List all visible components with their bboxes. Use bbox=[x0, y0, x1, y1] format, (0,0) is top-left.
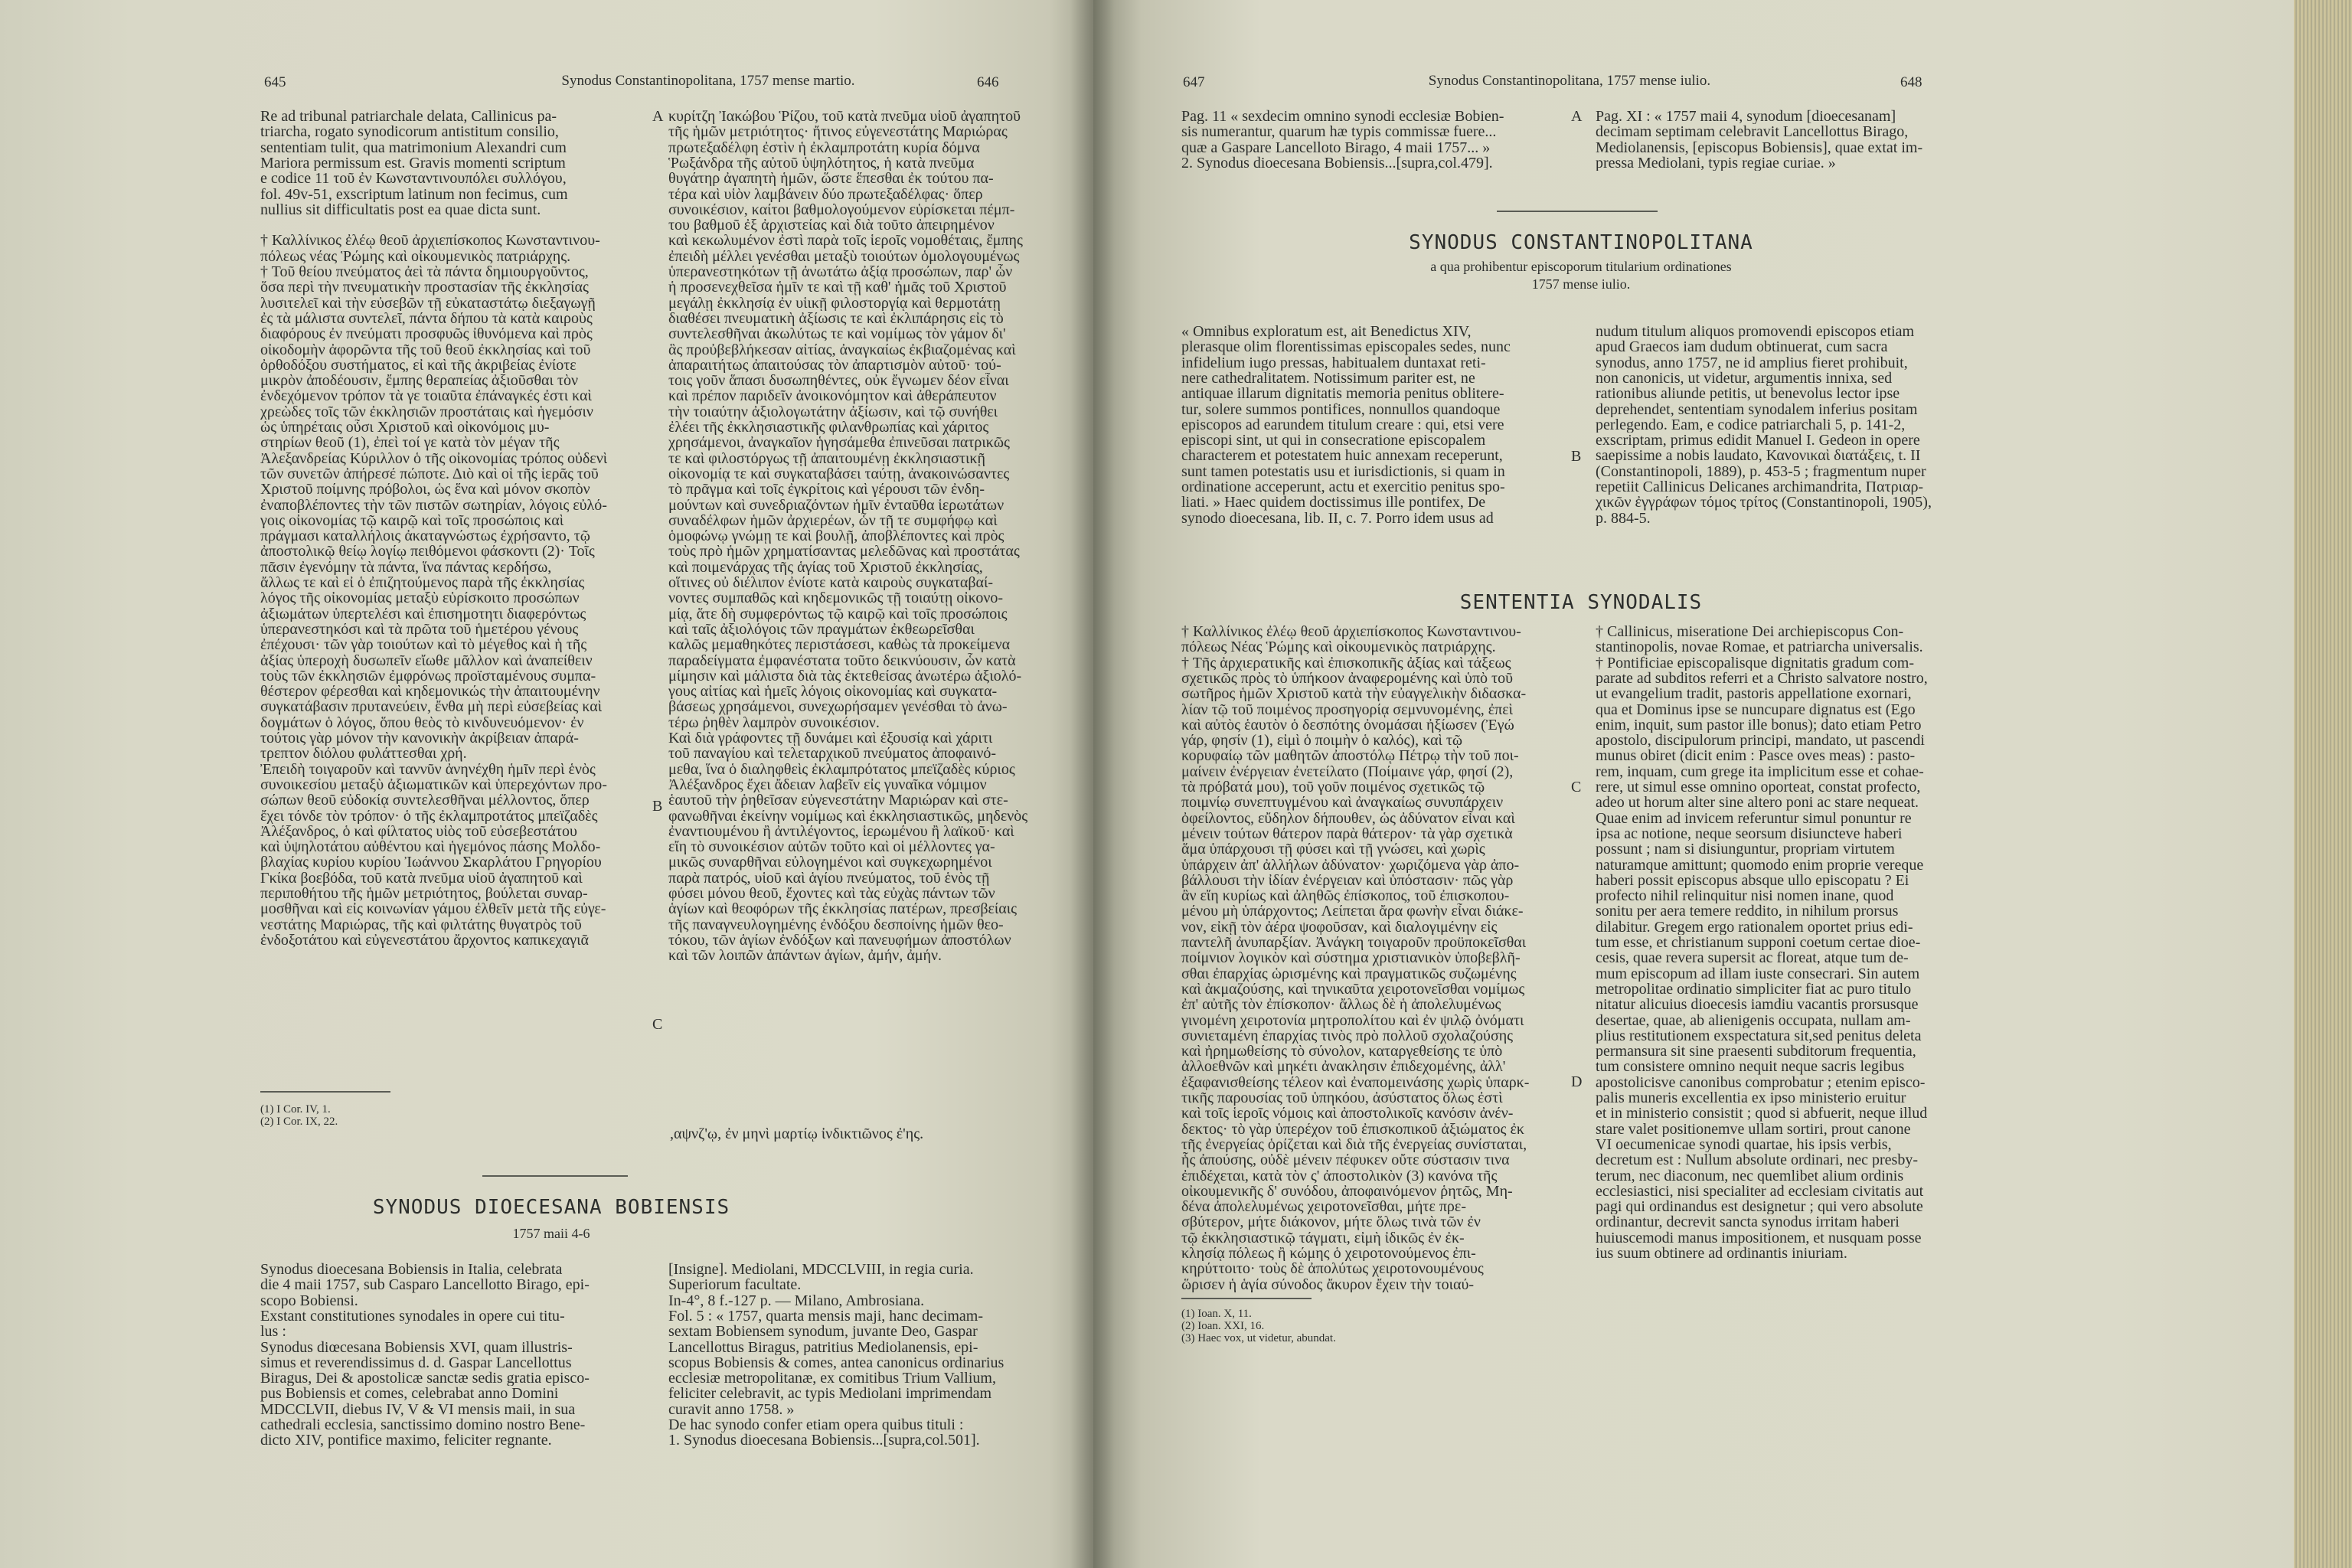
greek-text-line: † Τῆς ἀρχιερατικῆς καὶ ἐπισκοπικῆς ἀξίας καὶ τάξεως bbox=[1181, 655, 1511, 671]
latin-text-line: In-4°, 8 f.-127 p. — Milano, Ambrosiana. bbox=[668, 1292, 925, 1308]
greek-text-line: ἀλλοεθνῶν καὶ μηκέτι ἀνακλησιν ἐπιδεχομένης, ἀλλ' bbox=[1181, 1059, 1506, 1075]
greek-text-line: τέρω ῥηθὲν λαμπρὸν συνοικέσιον. bbox=[668, 714, 880, 730]
greek-text-line: διαφόρους ἐν πνεύματι προσφυῶς ἰθυνόμενα καὶ πρὸς bbox=[260, 326, 593, 342]
latin-text-line: apostolo, discipulorum principi, mandato, ut pascendi bbox=[1596, 733, 1925, 749]
section-date: 1757 maii 4-6 bbox=[512, 1226, 590, 1241]
greek-text-line: ἐλέει τῆς ἐκκλησιαστικῆς φιλανθρωπίας καὶ χάριτος bbox=[668, 420, 989, 436]
greek-text-line: ἀποστολικῷ θείῳ λογίῳ πειθόμενοι φάσκοντι (2)· Τοῖς bbox=[260, 544, 595, 560]
greek-text-line: νον, εἰκῇ τὸν ἀέρα ψοφοῦσαν, καὶ διαλογιμένην εἰς bbox=[1181, 919, 1498, 935]
latin-text-line: (Constantinopoli, 1889), p. 453-5 ; fragmentum nuper bbox=[1596, 463, 1926, 479]
greek-text-line: τὴν τοιαύτην ἀξιολογωτάτην ἀξίωσιν, καὶ τῷ συνήθει bbox=[668, 403, 998, 420]
greek-text-line: ἑαυτοῦ τὴν ῥηθεῖσαν εὐγενεστάτην Μαριώραν καὶ στε- bbox=[668, 792, 1008, 808]
greek-text-line: κηρύττοιτο· τοὺς δὲ ἀπολύτως χειροτονουμένους bbox=[1181, 1261, 1484, 1277]
greek-text-line: σωτῆρος ἡμῶν Χριστοῦ κατὰ τὴν εὐαγγελικὴν διδασκα- bbox=[1181, 686, 1527, 702]
section-title: SENTENTIA SYNODALIS bbox=[1459, 591, 1703, 614]
greek-text-line: νεστάτης Μαριώρας, τῆς καὶ φιλτάτης θυγατρὸς τοῦ bbox=[260, 916, 582, 933]
latin-text-line: antiquae illarum dignitatis memoria penitus oblitere- bbox=[1181, 386, 1504, 402]
line-marker-letter: D bbox=[1571, 1074, 1583, 1090]
latin-text-line: huiuscemodi manus impositionem, et nusquam posse bbox=[1596, 1230, 1922, 1246]
latin-text-line: scopo Bobiensi. bbox=[260, 1292, 358, 1308]
greek-text-line: τοῦ παναγίου καὶ τελεταρχικοῦ πνεύματος ἀποφαινό- bbox=[668, 746, 997, 762]
latin-text-line: non canonicis, ut videtur, argumentis innixa, sed bbox=[1596, 370, 1893, 387]
running-title: Synodus Constantinopolitana, 1757 mense martio. bbox=[561, 73, 855, 89]
greek-text-line: ὅσα περὶ τὴν πνευματικὴν προστασίαν τῆς ἐκκλησίας bbox=[260, 279, 589, 296]
greek-text-line: ἐς τὰ μάλιστα συντελεῖ, πάντα δήπου τὰ κατὰ καιροὺς bbox=[260, 310, 593, 327]
latin-text-line: De hac synodo confer etiam opera quibus tituli : bbox=[668, 1417, 964, 1433]
greek-text-line: τῆς παναγνευλογημένης ἐνδόξου δεσποίνης ἡμῶν θεο- bbox=[668, 916, 1004, 933]
greek-text-line: ἐπέχουσι· τῶν γὰρ τοιούτων καὶ τὸ μέγεθος καὶ ἡ τῆς bbox=[260, 637, 587, 653]
greek-text-line: κλησίᾳ πόλεως ἢ κώμης ὁ χειροτονούμενος ἐπι- bbox=[1181, 1246, 1476, 1262]
greek-text-line: χρησάμενοι, ἀναγκαῖον ἡγησάμεθα ἐπινεῦσαι πατρικῶς bbox=[668, 435, 1010, 451]
greek-text-line: λόγος τῆς οἰκονομίας μεταξὺ εὑρίσκοιτο προσώπων bbox=[260, 590, 580, 606]
greek-text-line: τὸ πρᾶγμα καὶ τοῖς ἐγκρίτοις καὶ γέρουσι τῶν ἐνδη- bbox=[668, 482, 985, 498]
latin-text-line: terum, nec diaconum, nec quemlibet alium ordinis bbox=[1596, 1168, 1904, 1184]
greek-text-line: † Τοῦ θείου πνεύματος ἀεὶ τὰ πάντα δημιουργοῦντος, bbox=[260, 264, 589, 280]
greek-text-line: ὥρισεν ἡ ἁγία σύνοδος ἄκυρον ἔχειν τὴν τοιαύ- bbox=[1181, 1276, 1475, 1292]
latin-text-line: χικῶν ἐγγράφων τόμος τρίτος (Constantinopoli, 1905), bbox=[1596, 495, 1932, 511]
greek-text-line: καὶ ἀκμαζούσης, καὶ τηνικαῦτα χειροτονεῖσθαι νομίμως bbox=[1181, 981, 1525, 998]
greek-text-line: βάσεως χρησάμενοι, συνεχωρήσαμεν γενέσθαι τὸ ἀνω- bbox=[668, 699, 1008, 715]
greek-text-line: νοντες συμπαθῶς καὶ κηδεμονικῶς τῇ τοιαύτῃ οἰκονο- bbox=[668, 590, 1004, 606]
latin-text-line: Superiorum facultate. bbox=[668, 1277, 802, 1293]
greek-text-line: οἵτινες οὐ διέλιπον ἐνίοτε κατὰ καιροὺς συγκαταβαί- bbox=[668, 575, 994, 591]
greek-text-line: μεθα, ἵνα ὁ διαληφθεὶς ἐκλαμπρότατος μπεϊζαδὲς κύριος bbox=[668, 761, 1015, 777]
latin-text-line: ipsa ac notione, neque seorsum disiuncteve haberi bbox=[1596, 825, 1903, 842]
greek-text-line: μικῶς συναρθῆναι εὐλογημένοι καὶ συγκεχωρημένοι bbox=[668, 854, 992, 871]
latin-text-line: plerasque olim florentissimas episcopales sedes, nunc bbox=[1181, 339, 1511, 355]
greek-text-line: ἅμα ὑπάρχουσι τῇ φύσει καὶ τῇ γνώσει, καὶ χωρὶς bbox=[1181, 841, 1485, 858]
latin-text-line: cesis, quae revera supersit ac floreat, atque tum de- bbox=[1596, 950, 1909, 966]
greek-text-line: μεγάλῃ ἐκκλησίᾳ ἐν υἱικῇ φιλοστοργίᾳ καὶ θερμοτάτῃ bbox=[668, 295, 1001, 311]
greek-text-line: μένου μὴ ὑπάρχοντος; Λείπεται ἄρα φωνὴν εἶναι διάκε- bbox=[1181, 903, 1524, 920]
latin-text-line: cathedrali ecclesia, sanctissimo domino nostro Bene- bbox=[260, 1417, 586, 1433]
latin-text-line: apud Graecos iam dudum obtinuerat, cum sacra bbox=[1596, 339, 1888, 355]
latin-text-line: desertae, quae, ab alienigenis occupata, nullam am- bbox=[1596, 1012, 1911, 1028]
greek-text-line: συνοικεσίου μεταξὺ ἀξιωματικῶν καὶ ὑπερεχόντων προ- bbox=[260, 776, 607, 793]
greek-text-line: πόλεως Νέας Ῥώμης καὶ οἰκουμενικὸς πατριάρχης. bbox=[1181, 639, 1496, 655]
line-marker-letter: C bbox=[1571, 779, 1582, 795]
latin-text-line: Fol. 5 : « 1757, quarta mensis maji, hanc decimam- bbox=[668, 1308, 984, 1325]
footnote-rule bbox=[1181, 1298, 1312, 1299]
greek-text-line: † Καλλίνικος ἐλέῳ θεοῦ ἀρχιεπίσκοπος Κωνσταντινου- bbox=[260, 233, 600, 249]
greek-text-line: γους αἰτίας καὶ ἡμεῖς λόγοις οἰκονομίας καὶ συγκατα- bbox=[668, 684, 998, 700]
greek-text-line: τόκου, τῶν ἁγίων ἐνδόξων καὶ πανευφήμων ἀποστόλων bbox=[668, 932, 1011, 949]
line-marker-letter: A bbox=[652, 109, 664, 125]
latin-text-line: naturamque amittunt; quomodo enim proprie vereque bbox=[1596, 857, 1924, 873]
greek-text-line: φανωθῆναι ἐκείνην νομίμως καὶ ἐκκλησιαστικῶς, μηδενὸς bbox=[668, 808, 1028, 824]
greek-text-line: συναδέλφων ἡμῶν ἀρχιερέων, ὧν τῇ τε συμφήφῳ καὶ bbox=[668, 512, 998, 529]
greek-text-line: συνοικέσιον, καίτοι βαθμολογούμενον εὑρίσκεται πέμπ- bbox=[668, 201, 1015, 218]
greek-text-line: σβύτερον, μήτε διάκονον, μήτε ὅλως τινὰ τῶν ἐν bbox=[1181, 1214, 1481, 1230]
greek-text-line: περιποθήτου τῆς ἡμῶν μετριότητος, βούλεται συναρ- bbox=[260, 886, 588, 902]
greek-text-line: τρεπτον διόλου φυλάττεσθαι χρή. bbox=[260, 746, 467, 762]
latin-text-line: sis numerantur, quarum hæ typis commissæ fuere... bbox=[1181, 124, 1497, 140]
greek-text-line: τούτοις γὰρ μόνον τὴν κανονικὴν ἀκρίβειαν ἀπαρά- bbox=[260, 730, 579, 746]
latin-text-line: 1. Synodus dioecesana Bobiensis...[supra,col.501]. bbox=[668, 1432, 980, 1449]
greek-text-line: καὶ τῶν λοιπῶν ἁπάντων ἁγίων, ἀμήν, ἀμήν. bbox=[668, 948, 942, 964]
latin-text-line: lus : bbox=[260, 1324, 286, 1340]
latin-text-line: Exstant constitutiones synodales in opere cui titu- bbox=[260, 1308, 565, 1325]
latin-text-line: die 4 maii 1757, sub Casparo Lancellotto Birago, epi- bbox=[260, 1277, 590, 1293]
latin-text-line: quæ a Gaspare Lancelloto Birago, 4 maii 1757... » bbox=[1181, 139, 1491, 155]
latin-text-line: possunt ; nam si disiunguntur, propriam virtutem bbox=[1596, 841, 1895, 858]
greek-text-line: ἃς προὐβεβλήκεσαν αἰτίας, ἀναγκαίως ἐκβιαζομένας καὶ bbox=[668, 341, 1016, 358]
latin-text-line: apostolicisve canonibus comprobatur ; etenim episco- bbox=[1596, 1074, 1926, 1090]
section-subtitle: a qua prohibentur episcoporum titularium ordinationes bbox=[1430, 259, 1732, 274]
greek-text-line: ἡ προσενεχθεῖσα ἡμῖν τε καὶ τῇ καθ' ἡμᾶς τοῦ Χριστοῦ bbox=[668, 279, 1007, 296]
greek-text-line: ἐναντιουμένου ἢ ἀντιλέγοντος, ἱερωμένου ἢ λαϊκοῦ· καὶ bbox=[668, 823, 1014, 840]
greek-text-line: ὑπερανεστηκόσι καὶ τὰ πρῶτα τοῦ ἡμετέρου γένους bbox=[260, 621, 579, 638]
greek-text-line: ποιμνίῳ συνεπτυγμένου καὶ ἀναγκαίως συνυπάρχειν bbox=[1181, 795, 1504, 811]
latin-text-line: munus obiret (dicit enim : Pasce oves meas) : pasto- bbox=[1596, 748, 1916, 764]
greek-text-line: Re ad tribunal patriarchale delata, Callinicus pa- bbox=[260, 109, 557, 125]
footnote: (3) Haec vox, ut videtur, abundat. bbox=[1181, 1332, 1336, 1344]
greek-text-line: ἐπ' αὐτῆς τὸν ἐπίσκοπον· ἄλλως δὲ ἡ ἀπολελυμένως bbox=[1181, 997, 1501, 1013]
greek-text-line: συνιεταμένη ἐπαρχίας τινὸς πρὸ πολλοῦ σχολαζούσης bbox=[1181, 1027, 1514, 1044]
latin-text-line: Synodus dioecesana Bobiensis in Italia, celebrata bbox=[260, 1262, 563, 1278]
greek-text-line: λίαν τῷ τοῦ ποιμένος προσηγορίᾳ σεμνυνομένης, ἐπεὶ bbox=[1181, 701, 1514, 717]
greek-text-line: καὶ ποιμενάρχας τῆς ἁγίας τοῦ Χριστοῦ ἐκκλησίας, bbox=[668, 559, 983, 575]
latin-text-line: Biragus, Dei & apostolicæ sanctæ sedis gratia episco- bbox=[260, 1370, 590, 1387]
latin-text-line: repetiit Callinicus Delicanes archimandrita, Πατριαρ- bbox=[1596, 479, 1924, 495]
greek-text-line: εἴη τὸ συνοικέσιον αὐτῶν τοῦτο καὶ οἱ μέλλοντες γα- bbox=[668, 839, 995, 855]
greek-text-line: λυσιτελεῖ καὶ τὴν εὐσεβῶν τῇ εὐκαταστάτῳ διεξαγωγῇ bbox=[260, 295, 596, 311]
section-date: 1757 mense iulio. bbox=[1531, 276, 1631, 292]
greek-text-line: ὡς ὑπηρέταις οὖσι Χριστοῦ καὶ οἰκονόμοις μυ- bbox=[260, 420, 550, 436]
greek-text-line: σθαι ἐπαρχίας ὡρισμένης καὶ πραγματικῶς συζωμένης bbox=[1181, 965, 1517, 982]
greek-text-line: παντελῆ ἀνυπαρξίαν. Ἀνάγκη τοιγαροῦν προϋποκεῖσθαι bbox=[1181, 935, 1527, 951]
greek-text-line: σώπων θεοῦ εὐδοκίᾳ συντελεσθῆναι μέλλοντος, ὅπερ bbox=[260, 792, 590, 808]
greek-text-line: γάρ, φησίν (1), εἰμὶ ὁ ποιμὴν ὁ καλός), καὶ τῷ bbox=[1181, 733, 1463, 749]
footnote: (2) Ioan. XXI, 16. bbox=[1181, 1320, 1265, 1332]
greek-text-line: Ἀλέξανδρος, ὁ καὶ φίλτατος υἱὸς τοῦ εὐσεβεστάτου bbox=[260, 823, 577, 840]
greek-text-line: τῶν συνετῶν ἀπήρεσέ πώποτε. Διὸ καὶ οἱ τῆς ἱερᾶς τοῦ bbox=[260, 466, 599, 482]
greek-text-line: Ἀλέξανδρος ἔχει ἄδειαν λαβεῖν εἰς γυναῖκα νόμιμον bbox=[668, 776, 987, 793]
greek-text-line: συντελεσθῆναι ἀκωλύτως τε καὶ νομίμως τὸν γάμον δι' bbox=[668, 326, 1006, 342]
greek-text-line: συγκατάβασιν πρυτανεύειν, ἔνθα μὴ περὶ εὐσεβείας καὶ bbox=[260, 699, 603, 715]
greek-text-line: μούντων καὶ συνεδριαζόντων ἡμῖν ἐνταῦθα ἱερωτάτων bbox=[668, 497, 1004, 513]
latin-text-line: pus Bobiensis et comes, celebrabat anno Domini bbox=[260, 1386, 559, 1402]
footnote: (1) Ioan. X, 11. bbox=[1181, 1308, 1252, 1320]
latin-text-line: parate ad subditos referri et a Christo salvatore nostro, bbox=[1596, 670, 1928, 687]
greek-text-line: sententiam tulit, qua matrimonium Alexandri cum bbox=[260, 139, 567, 155]
latin-text-line: metropolitae ordinatio simpliciter fiat ac puro titulo bbox=[1596, 981, 1912, 998]
greek-text-line: Χριστοῦ ποίμνης πρόβολοι, ὡς ἕνα καὶ μόνον σκοπὸν bbox=[260, 482, 590, 498]
latin-text-line: stare valet positionemve ullam sortiri, prout canone bbox=[1596, 1121, 1911, 1137]
greek-text-line: καὶ τοῖς ἱεροῖς νόμοις καὶ ἀποστολικοῖς κανόσιν ἀνέν- bbox=[1181, 1106, 1514, 1122]
greek-text-line: καλῶς μεμαθηκότες περιστάσεσι, καθὼς τὰ προκείμενα bbox=[668, 637, 1011, 653]
greek-text-line: στηρίων θεοῦ (1), ἐπεὶ τοί γε κατὰ τὸν μέγαν τῆς bbox=[260, 435, 560, 451]
latin-text-line: Pag. 11 « sexdecim omnino synodi ecclesiæ Bobien- bbox=[1181, 109, 1504, 125]
latin-text-line: stantinopolis, novae Romae, et patriarcha universalis. bbox=[1596, 639, 1923, 655]
latin-text-line: Quae enim ad invicem referuntur simul ponuntur re bbox=[1596, 810, 1912, 826]
greek-text-line: ἀξιωμάτων ὑπερτελέσι καὶ ἐπισημοτητι διαφερόντως bbox=[260, 606, 586, 622]
greek-text-line: ἂν εἴη κυρίως καὶ ἀληθῶς ἐπίσκοπος, τοῦ ἐπισκοπου- bbox=[1181, 888, 1510, 904]
greek-text-line: Mariora permissum est. Gravis momenti scriptum bbox=[260, 155, 566, 172]
greek-text-line: χρεὼδες τοῖς τῶν ἐκκλησιῶν προστάταις καὶ ἡγεμόσιν bbox=[260, 403, 593, 420]
section-title: SYNODUS CONSTANTINOPOLITANA bbox=[1409, 231, 1753, 254]
greek-text-line: ὁμοφώνῳ γνώμῃ τε καὶ βουλῇ, ἀποβλέποντες καὶ πρὸς bbox=[668, 528, 1004, 544]
page-edges bbox=[2294, 0, 2352, 1568]
line-marker-letter: C bbox=[652, 1017, 663, 1033]
greek-text-line: nullius sit difficultatis post ea quae dicta sunt. bbox=[260, 201, 541, 218]
latin-text-line: rationibus aliunde petitis, ut benevolus lector ipse bbox=[1596, 386, 1900, 402]
latin-text-line: 2. Synodus dioecesana Bobiensis...[supra,col.479]. bbox=[1181, 155, 1493, 172]
section-rule bbox=[482, 1175, 628, 1177]
latin-text-line: [Insigne]. Mediolani, MDCCLVIII, in regia curia. bbox=[668, 1262, 974, 1278]
greek-text-line: ἀξίας ὑπεροχὴ δυσωπεῖν εἴωθε μᾶλλον καὶ ἀναπείθειν bbox=[260, 652, 593, 668]
latin-text-line: liati. » Haec quidem doctissimus ille pontifex, De bbox=[1181, 495, 1486, 511]
footnote: (1) I Cor. IV, 1. bbox=[260, 1103, 331, 1116]
latin-text-line: et in ministerio consistit ; quod si abfuerit, neque illud bbox=[1596, 1106, 1928, 1122]
greek-text-line: Ἐπειδὴ τοιγαροῦν καὶ ταννῦν ἀνηνέχθη ἡμῖν περὶ ἑνὸς bbox=[260, 761, 596, 777]
latin-text-line: permansura sit sine praesenti subditorum frequentia, bbox=[1596, 1044, 1916, 1060]
running-title: Synodus Constantinopolitana, 1757 mense iulio. bbox=[1428, 73, 1711, 89]
latin-text-line: palis muneris excellentia ex ipso ministerio eruitur bbox=[1596, 1090, 1906, 1106]
greek-text-line: σχετικῶς πρὸς τὸ ὑπήκοον ἀναφερομένης καὶ ὑπὸ τοῦ bbox=[1181, 670, 1513, 687]
latin-text-line: plius restitutionem exspectatura sit,sed penitus deleta bbox=[1596, 1027, 1922, 1044]
greek-text-line: θέστερον φέρεσθαι καὶ κηδεμονικώς τὴν ἀπαιτουμένην bbox=[260, 684, 600, 700]
latin-text-line: decimam septimam celebravit Lancellottus Birago, bbox=[1596, 124, 1909, 140]
line-marker-letter: B bbox=[1571, 449, 1582, 465]
latin-text-line: VI oecumenicae synodi quartae, his ipsis verbis, bbox=[1596, 1136, 1892, 1153]
greek-text-line: ἐνδοξοτάτου καὶ εὐγενεστάτου ἄρχοντος καπικεχαγιᾶ bbox=[260, 932, 589, 949]
greek-text-line: τῆς ἐνεργείας ὁρίζεται καὶ διὰ τῆς ἐνεργείας συνίσταται, bbox=[1181, 1136, 1527, 1153]
greek-text-line: βάλλουσι τὴν ἰδίαν ἐνέργειαν καὶ ὑπόστασιν· πῶς γὰρ bbox=[1181, 872, 1514, 889]
page-number: 647 bbox=[1183, 74, 1205, 90]
latin-text-line: haberi possit episcopus absque ullo episcopatu ? Ei bbox=[1596, 872, 1909, 889]
greek-text-line: ἄλλως τε καὶ εἰ ὁ ἐπιζητούμενος παρὰ τῆς ἐκκλησίας bbox=[260, 575, 585, 591]
latin-text-line: qua et Dominus ipse se nuncupare dignatus est (Ego bbox=[1596, 701, 1916, 717]
latin-text-line: scopus Bobiensis & comes, antea canonicus ordinarius bbox=[668, 1354, 1004, 1371]
greek-text-line: τοὺς πρὸ ἡμῶν χρηματίσαντας μελεδῶνας καὶ προστάτας bbox=[668, 544, 1020, 560]
latin-text-line: Pag. XI : « 1757 maii 4, synodum [dioecesanam] bbox=[1596, 109, 1896, 125]
greek-text-line: Καὶ διὰ γράφοντες τῇ δυνάμει καὶ ἐξουσίᾳ καὶ χάριτι bbox=[668, 730, 993, 746]
greek-text-line: παραδείγματα ἐμφανέστατα τοῦτο δεικνύουσιν, ὧν κατὰ bbox=[668, 652, 1016, 668]
greek-text-line: οἰκοδομὴν ἀφορῶντα τῆς τοῦ θεοῦ ἐκκλησίας καὶ τοῦ bbox=[260, 341, 591, 358]
greek-text-line: παρὰ πατρός, υἱοῦ καὶ ἁγίου πνεύματος, τοῦ ἑνὸς τῇ bbox=[668, 870, 990, 886]
greek-text-line: μαίνειν ἐνέργειαν ἐνετείλατο (Ποίμαινε γάρ, φησί (2), bbox=[1181, 763, 1514, 779]
page-number: 645 bbox=[264, 74, 286, 90]
greek-text-line: μοσθῆναι καὶ εἰς κοινωνίαν γάμου ἐλθεῖν μετὰ τῆς εὐγε- bbox=[260, 901, 606, 917]
greek-text-line: ὀρθοδόξου συστήματος, εἰ καὶ τῆς ἀκριβείας ἐνίοτε bbox=[260, 357, 577, 374]
greek-text-line: διαθέσει πνευματικὴ ἀξίωσις τε καὶ ἐκλιπάρησις εἰς τὸ bbox=[668, 310, 1004, 327]
greek-text-line: δογμάτων ὁ λόγος, ὅπου θεὸς τὸ κινδυνευόμενον· ἐν bbox=[260, 714, 584, 730]
latin-text-line: Mediolanensis, [episcopus Bobiensis], quae extat im- bbox=[1596, 139, 1923, 155]
greek-text-line: Γκίκα βοεβόδα, τοῦ κατὰ πνεῦμα υἱοῦ ἀγαπητοῦ καὶ bbox=[260, 870, 583, 886]
date-line: ,αψνζ'ῳ, ἐν μηνὶ μαρτίῳ ἰνδικτιῶνος ἐ'ης. bbox=[670, 1126, 924, 1142]
greek-text-line: fol. 49v-51, exscriptum latinum non fecimus, cum bbox=[260, 186, 568, 202]
latin-text-line: MDCCLVII, diebus IV, V & VI mensis maii, in sua bbox=[260, 1401, 576, 1417]
latin-text-line: ordinatione acceperunt, actu et exercitio penitus spo- bbox=[1181, 479, 1505, 495]
latin-text-line: deprehendet, sententiam synodalem inferius positam bbox=[1596, 401, 1918, 417]
greek-text-line: καὶ πρέπον παριδεῖν ἀνοικονόμητον καὶ ἀθεράπευτον bbox=[668, 388, 997, 404]
greek-text-line: ἁγίων καὶ θεοφόρων τῆς ἐκκλησίας πατέρων, πρεσβείαις bbox=[668, 901, 1018, 917]
greek-text-line: τῆς ἡμῶν μετριότητος· ἤτινος εὐγενεστάτης Μαριώρας bbox=[668, 124, 1008, 140]
greek-text-line: μίμησιν καὶ μάλιστα διὰ τὰς ἐκτεθείσας ἀνωτέρω ἀξιολό- bbox=[668, 668, 1022, 684]
greek-text-line: τικῆς παρουσίας τοῦ ὑπηκόου, ἀσύστατος ὅλως ἐστὶ bbox=[1181, 1090, 1503, 1106]
greek-text-line: βλαχίας κυρίου κυρίου Ἰωάννου Σκαρλάτου Γρηγορίου bbox=[260, 854, 602, 871]
greek-text-line: γινομένη χειροτονία μητροπολίτου καὶ ἐν ψιλῷ ὀνόματι bbox=[1181, 1012, 1524, 1028]
footnote: (2) I Cor. IX, 22. bbox=[260, 1116, 338, 1128]
latin-text-line: pressa Mediolani, typis regiae curiae. » bbox=[1596, 155, 1836, 172]
greek-text-line: δεκτος· τὸ γὰρ ὑπερέχον τοῦ ἐπισκοπικοῦ ἀξιώματος ἐκ bbox=[1181, 1121, 1524, 1137]
greek-text-line: καὶ αὐτὸς ἑαυτὸν ὁ δεσπότης ὀνομάσαι ἠξίωσεν (Ἐγώ bbox=[1181, 717, 1514, 733]
footnote-rule bbox=[260, 1091, 390, 1093]
section-title: SYNODUS DIOECESANA BOBIENSIS bbox=[372, 1196, 730, 1219]
greek-text-line: τὰ πρόβατά μου), τοῦ γοῦν ποιμένος σχετικῶς τῷ bbox=[1181, 779, 1485, 795]
latin-text-line: nitatur alicuius dioecesis iamdiu vacantis prorsusque bbox=[1596, 997, 1919, 1013]
latin-text-line: Synodus diœcesana Bobiensis XVI, quam illustris- bbox=[260, 1339, 573, 1355]
latin-text-line: exscriptam, primus edidit Manuel I. Gedeon in opere bbox=[1596, 433, 1920, 449]
greek-text-line: πράγμασι καταλλήλοις ἀκαταγνώστως ἐχρήσαντο, τῷ bbox=[260, 528, 590, 544]
latin-text-line: ecclesiæ metropolitanæ, ex comitibus Trium Vallium, bbox=[668, 1370, 996, 1387]
greek-text-line: τε καὶ φιλοστόργως τῇ ἀπαιτουμένῃ ἐκκλησιαστικῇ bbox=[668, 450, 985, 466]
book-gutter bbox=[1070, 0, 1115, 1568]
greek-text-line: καὶ κεκωλυμένον ἐστὶ παρὰ τοῖς ἱεροῖς νομοθέταις, ἔμπης bbox=[668, 233, 1023, 249]
line-marker-letter: A bbox=[1571, 109, 1583, 125]
greek-text-line: του βαθμοῦ ἐξ ἀρχιστείας καὶ διὰ τοῦτο ἀπειρημένον bbox=[668, 217, 995, 234]
greek-text-line: οἰκουμενικῆς δ' συνόδου, ἀποφαινόμενον ῥητῶς, Μη- bbox=[1181, 1183, 1513, 1200]
latin-text-line: tum esse, et christianum supponi coetum certae dioe- bbox=[1596, 935, 1921, 951]
greek-text-line: τοὺς τῶν ἐκκλησιῶν ἐμφρόνως προϊσταμένους συμπα- bbox=[260, 668, 596, 684]
latin-text-line: enim, inquit, sum pastor ille bonus); dato etiam Petro bbox=[1596, 717, 1922, 733]
greek-text-line: ἀπαραιτήτως ἀπαιτούσας τὸν ἀπαρτισμὸν αὐτοῦ· τού- bbox=[668, 357, 1001, 374]
latin-text-line: dilabitur. Gregem ergo rationalem oportet prius edi- bbox=[1596, 919, 1913, 935]
greek-text-line: κυρίτζη Ἰακώβου Ῥίζου, τοῦ κατὰ πνεῦμα υἱοῦ ἀγαπητοῦ bbox=[668, 109, 1021, 125]
greek-text-line: τῷ ἐκκλησιαστικῷ τάγματι, εἰμὴ ἰδικῶς ἐν ἐκ- bbox=[1181, 1230, 1465, 1246]
greek-text-line: πρωτεξαδέλφη ἐστὶν ἡ ἐκλαμπροτάτη κυρία δόμνα bbox=[668, 139, 980, 155]
latin-text-line: † Pontificiae episcopalisque dignitatis gradum com- bbox=[1596, 655, 1915, 671]
greek-text-line: δένα ἀπολελυμένως χειροτονεῖσθαι, μήτε πρε- bbox=[1181, 1199, 1466, 1215]
greek-text-line: οἰκονομίᾳ τε καὶ συγκαταβάσει ταύτῃ, ἀνακοινώσαντες bbox=[668, 466, 1010, 482]
latin-text-line: profecto nihil relinquitur nisi nomen inane, quod bbox=[1596, 888, 1894, 904]
latin-text-line: feliciter celebravit, ac typis Mediolani imprimendam bbox=[668, 1386, 992, 1402]
latin-text-line: ut evangelium tradit, pastoris appellatione exornari, bbox=[1596, 686, 1912, 702]
greek-text-line: τέρα καὶ υἱὸν λαμβάνειν δύο πρωτεξαδέλφας· ὅπερ bbox=[668, 186, 983, 202]
greek-text-line: ἐνδεχόμενον τρόπον τὰ γε τοιαῦτα ἐπάναγκές ἐστι καὶ bbox=[260, 388, 592, 404]
latin-text-line: p. 884-5. bbox=[1596, 510, 1651, 526]
latin-text-line: infidelium iugo pressas, habitualem duntaxat reti- bbox=[1181, 354, 1486, 371]
latin-text-line: nere cathedralitatem. Notissimum pariter est, ne bbox=[1181, 370, 1475, 387]
latin-text-line: ius suum obtinere ad ordinantis iniuriam. bbox=[1596, 1246, 1847, 1262]
latin-text-line: episcopos ad earundem titulum creare : qui, etsi vere bbox=[1181, 416, 1504, 433]
latin-text-line: curavit anno 1758. » bbox=[668, 1401, 795, 1417]
greek-text-line: Ῥωξάνδρα τῆς αὐτοῦ ὑψηλότητος, ἡ κατὰ πνεῦμα bbox=[668, 155, 975, 172]
latin-text-line: rere, ut simul esse omnino oporteat, constat profecto, bbox=[1596, 779, 1921, 795]
latin-text-line: dicto XIV, pontifice maximo, feliciter regnante. bbox=[260, 1432, 552, 1449]
greek-text-line: πόλεως νέας Ῥώμης καὶ οἰκουμενικὸς πατριάρχης. bbox=[260, 248, 571, 264]
line-marker-letter: B bbox=[652, 799, 663, 815]
latin-text-line: tur, solere summos pontifices, nonnullos quandoque bbox=[1181, 401, 1501, 417]
latin-text-line: simus et reverendissimus d. d. Gaspar Lancellottus bbox=[260, 1354, 572, 1371]
page-number: 648 bbox=[1900, 74, 1922, 90]
greek-text-line: καὶ ὑψηλοτάτου αὐθέντου καὶ ἡγεμόνος πάσης Μολδο- bbox=[260, 839, 601, 855]
latin-text-line: episcopi sint, ut qui in consecratione episcopalem bbox=[1181, 433, 1486, 449]
latin-text-line: « Omnibus exploratum est, ait Benedictus XIV, bbox=[1181, 324, 1472, 340]
latin-text-line: † Callinicus, miseratione Dei archiepiscopus Con- bbox=[1596, 624, 1904, 640]
latin-text-line: Lancellottus Biragus, patritius Mediolanensis, epi- bbox=[668, 1339, 978, 1355]
greek-text-line: ἧς ἀπούσης, οὐδὲ μένειν πέφυκεν οὔτε σύστασιν τινα bbox=[1181, 1152, 1510, 1168]
greek-text-line: μικρὸν ἀποδέουσιν, ἔμπης θεραπείας ἀξιοῦσθαι τὸν bbox=[260, 373, 578, 389]
greek-text-line: ἐναποβλέποντες τὴν τῶν πιστῶν σωτηρίαν, λόγοις εὐλό- bbox=[260, 497, 607, 513]
latin-text-line: perlegendo. Eam, e codice patriarchali 5, p. 141-2, bbox=[1596, 416, 1906, 433]
latin-text-line: sextam Bobiensem synodum, juvante Deo, Gaspar bbox=[668, 1324, 978, 1340]
greek-text-line: καὶ ἠρημωθείσης τὸ σύνολον, καταργεθείσης τε ὑπὸ bbox=[1181, 1044, 1503, 1060]
latin-text-line: mum episcopum ad illam iuste consecrari. Sin autem bbox=[1596, 965, 1920, 982]
greek-text-line: e codice 11 τοῦ ἐν Κωνσταντινουπόλει συλλόγου, bbox=[260, 171, 567, 187]
greek-text-line: ἔχει τόνδε τὸν τρόπον· ὁ τῆς ἐκλαμπροτάτος μπεϊζαδὲς bbox=[260, 808, 598, 824]
greek-text-line: θυγάτηρ ἀγαπητὴ ἡμῶν, ὥστε ἕπεσθαι ἐκ τούτου πα- bbox=[668, 171, 994, 187]
greek-text-line: φύσει μόνου θεοῦ, ἔχοντες καὶ τὰς εὐχὰς πάντων τῶν bbox=[668, 886, 995, 902]
latin-text-line: adeo ut horum alter sine altero poni ac stare nequeat. bbox=[1596, 795, 1919, 811]
latin-text-line: sunt tamen potestatis usu et iurisdictionis, si quam in bbox=[1181, 463, 1505, 479]
greek-text-line: τοις γοῦν ἅπασι δυσωπηθέντες, οὐκ ἔγνωμεν δέον εἶναι bbox=[668, 373, 1009, 389]
latin-text-line: synodus, anno 1757, ne id amplius fieret prohibuit, bbox=[1596, 354, 1908, 371]
greek-text-line: † Καλλίνικος ἐλέῳ θεοῦ ἀρχιεπίσκοπος Κωνσταντινου- bbox=[1181, 624, 1521, 640]
latin-text-line: ecclesiastici, nisi specialiter ad ecclesiam civitatis aut bbox=[1596, 1183, 1924, 1200]
page-number: 646 bbox=[977, 74, 999, 90]
latin-text-line: ordinantur, decrevit sancta synodus irritam haberi bbox=[1596, 1214, 1900, 1230]
latin-text-line: synodo dioecesana, lib. II, c. 7. Porro idem usus ad bbox=[1181, 510, 1494, 526]
greek-text-line: ὀφείλοντος, εὔδηλον δήπουθεν, ὡς ἀδύνατον εἶναι καὶ bbox=[1181, 810, 1515, 826]
greek-text-line: ποίμνιον λογικὸν καὶ σύστημα χριστιανικὸν ὑποβεβλῆ- bbox=[1181, 950, 1521, 966]
greek-text-line: ἐπειδὴ μέλλει γενέσθαι μεταξὺ τοιούτων ὁμολογουμένως bbox=[668, 248, 1020, 264]
latin-text-line: saepissime a nobis laudato, Κανονικαὶ διατάξεις, t. II bbox=[1596, 448, 1921, 464]
greek-text-line: μίᾳ, ἅτε δὴ συμφερόντως τῷ καιρῷ καὶ τοῖς προσώποις bbox=[668, 606, 1008, 622]
greek-text-line: κορυφαίῳ τῶν μαθητῶν ἀποστόλῳ Πέτρῳ τὴν τοῦ ποι- bbox=[1181, 748, 1519, 764]
greek-text-line: καὶ ταῖς ἀξιολόγοις τῶν πραγμάτων ἐκθεωρεῖσθαι bbox=[668, 621, 975, 638]
latin-text-line: nudum titulum aliquos promovendi episcopos etiam bbox=[1596, 324, 1915, 340]
greek-text-line: ἐπιδέχεται, κατὰ τὸν ς' ἀποστολικὸν (3) κανόνα τῆς bbox=[1181, 1168, 1498, 1184]
latin-text-line: tum consistere omnino nequit neque sacris legibus bbox=[1596, 1059, 1905, 1075]
section-rule bbox=[1497, 211, 1658, 212]
greek-text-line: πᾶσιν ἐγενόμην τὰ πάντα, ἵνα πάντας κερδήσω, bbox=[260, 559, 552, 575]
greek-text-line: Ἀλεξανδρείας Κύριλλον ὁ τῆς οἰκονομίας τρόπος οὐδενὶ bbox=[260, 450, 608, 466]
greek-text-line: γοις οἰκονομίας τῷ καιρῷ καὶ τοῖς προσώποις καὶ bbox=[260, 512, 564, 529]
latin-text-line: characterem et potestatem huic annexam receperunt, bbox=[1181, 448, 1503, 464]
greek-text-line: ἐξαφανισθείσης τέλεον καὶ ἐναπομεινάσης χωρὶς ὑπαρκ- bbox=[1181, 1074, 1530, 1090]
greek-text-line: ὑπερανεστηκότων τῇ ἀνωτάτω ἀξίᾳ προσώπων, παρ' ὧν bbox=[668, 264, 1013, 280]
latin-text-line: pagi qui ordinandus est designetur ; qui vero absolute bbox=[1596, 1199, 1923, 1215]
latin-text-line: sonitu per aera temere reddito, in nihilum prorsus bbox=[1596, 903, 1899, 920]
greek-text-line: μένειν τούτων θάτερον παρὰ θάτερον· τὰ γὰρ σχετικὰ bbox=[1181, 825, 1513, 842]
greek-text-line: ὑπάρχειν ἀπ' ἀλλήλων ἀδύνατον· χωριζόμενα γὰρ ἀπο- bbox=[1181, 857, 1520, 873]
latin-text-line: decretum est : Nullum absolute ordinari, nec presby- bbox=[1596, 1152, 1918, 1168]
greek-text-line: triarcha, rogato synodicorum antistitum consilio, bbox=[260, 124, 559, 140]
latin-text-line: rem, inquam, cum grege ita implicitum esse et cohae- bbox=[1596, 763, 1924, 779]
